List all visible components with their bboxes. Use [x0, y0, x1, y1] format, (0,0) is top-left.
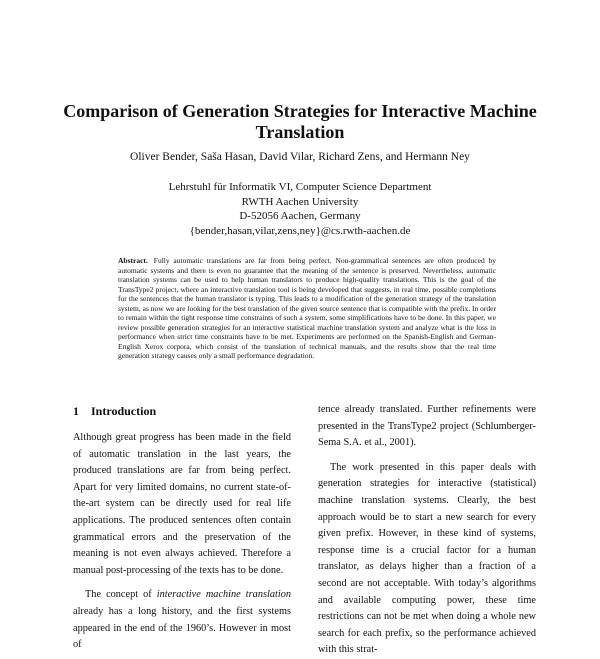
- paper-title: Comparison of Generation Strategies for Interactive Machine Translation: [63, 101, 537, 142]
- affiliation-line: RWTH Aachen University: [241, 195, 359, 208]
- paragraph-text: The concept of: [85, 589, 157, 601]
- section-number: 1: [73, 404, 79, 418]
- affiliation-line: D-52056 Aachen, Germany: [239, 210, 361, 222]
- section-title: Introduction: [91, 404, 157, 418]
- section-heading: [73, 404, 156, 419]
- left-column: [73, 430, 291, 654]
- paragraph: tence already translated. Further refinements were presented in the TransType2 project (Schlumberger-Sema S.A. et al., 2001).: [318, 404, 536, 449]
- emphasized-term: interactive machine translation: [156, 589, 292, 601]
- affiliation-line: Lehrstuhl für Informatik VI, Computer Science Department: [168, 181, 432, 193]
- author-list: Oliver Bender, Saša Hasan, David Vilar, Richard Zens, and Hermann Ney: [130, 151, 470, 163]
- abstract: [118, 256, 496, 361]
- paragraph: The work presented in this paper deals with generation strategies for interactive (statistical) machine translation systems. Clearly, the best approach would be to start a new search for every given prefix. However, in these kind of systems, response time is a crucial factor for a human translator, as delays higher than a fraction of a second are not acceptable. With today’s algorithms and available computing power, these time restrictions can not be met when doing a whole new search for each prefix, so the performance achieved with this strat-: [318, 461, 536, 656]
- right-column: [318, 402, 536, 659]
- paragraph-text: already has a long history, and the first systems appeared in the end of the 1960’s. However in most of: [73, 605, 291, 651]
- affiliation-block: [60, 180, 540, 238]
- paragraph: [73, 587, 291, 653]
- paragraph: Although great progress has been made in the field of automatic translation in the last years, the produced translations are far from being perfect. Apart for very limited domains, no current state-of-the-art system can be directly used for real life applications. The produced sentences often contain grammatical errors and the preservation of the meaning is not even always achieved. Therefore a manual post-processing of the texts has to be done.: [73, 432, 291, 576]
- author-emails: {bender,hasan,vilar,zens,ney}@cs.rwth-aachen.de: [189, 224, 411, 237]
- abstract-text: Fully automatic translations are far from being perfect. Non-grammatical sentences are often produced by automatic systems and there is even no guarantee that the meaning of the sentence is preserved. Nevertheless, automatic translation systems can be used to help human translators to produce high-quality translations. This is the goal of the TransType2 project, where an interactive translation tool is being developed that suggests, in real time, possible completions for the sentences that the human translator is typing. This leads to a modification of the generation strategy of the translation system, as now we are looking for the best translation of the given source sentence that is compatible with the prefix. In order to remain within the tight response time constraints of such a system, some simplifications have to be done. In this paper, we review possible generation strategies for an interactive statistical machine translation system and analyze what is the loss in performance when strict time constraints have to be met. Experiments are performed on the Spanish-English and German-English Xerox corpora, which consist of the translation of technical manuals, and the results show that the real time generation strategy causes only a small performance degradation.: [118, 256, 496, 361]
- abstract-label: Abstract.: [118, 256, 148, 265]
